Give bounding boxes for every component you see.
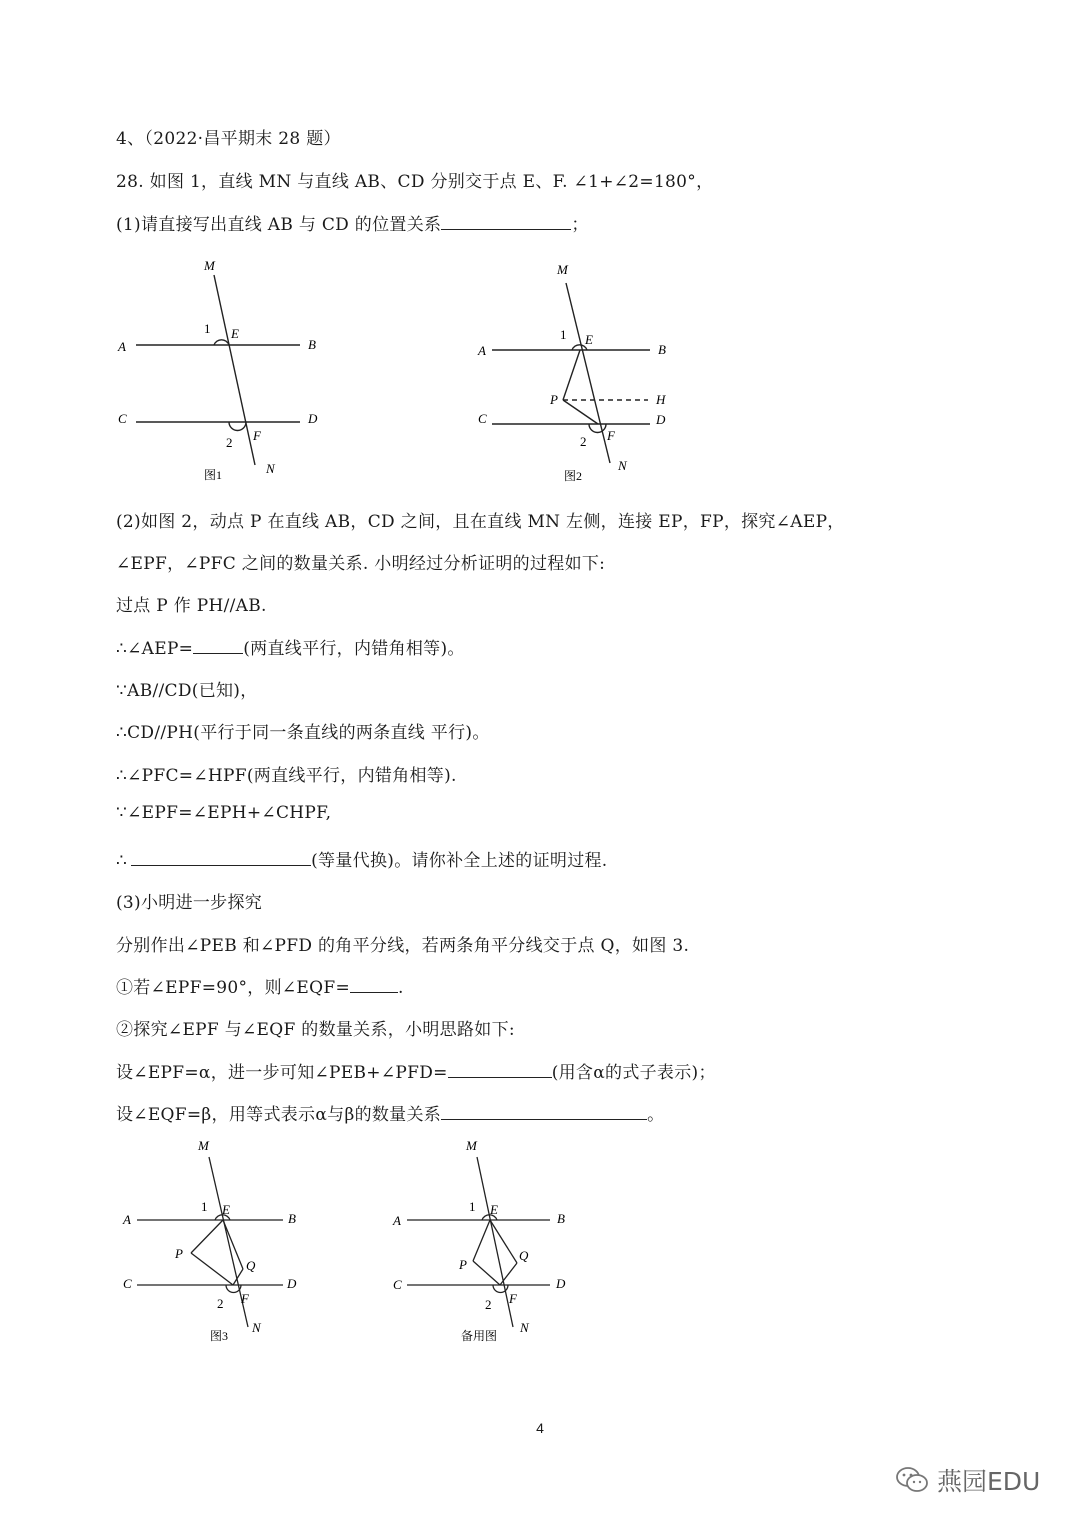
figure-3-caption: 图3 [210, 1329, 229, 1343]
figure-3 [115, 1135, 315, 1350]
question-header: 4、（2022·昌平期末 28 题） [116, 129, 341, 149]
label-d: D [656, 412, 666, 427]
watermark-text: 燕园EDU [937, 1467, 1041, 1496]
part-2-cont: ∠EPF，∠PFC 之间的数量关系. 小明经过分析证明的过程如下: [116, 554, 606, 574]
proof-step-7-therefore: ∴ [116, 851, 128, 871]
label-m: M [466, 1138, 477, 1153]
part-3-q2-b [116, 1100, 664, 1125]
label-1: 1 [560, 327, 567, 342]
label-m: M [557, 262, 568, 277]
answer-blank-4 [350, 978, 398, 993]
label-p: P [550, 392, 558, 407]
part-2: (2)如图 2，动点 P 在直线 AB，CD 之间，且在直线 MN 左侧，连接 EP，FP，探究∠AEP， [116, 512, 845, 532]
punct-period: . [398, 978, 404, 998]
answer-blank-1 [441, 215, 571, 230]
page-number: 4 [536, 1420, 544, 1436]
part-3-q1-text: ①若∠EPF=90°，则∠EQF= [116, 978, 350, 998]
segment-eq [490, 1220, 517, 1263]
label-f: F [241, 1291, 249, 1306]
answer-blank-5 [448, 1063, 552, 1078]
label-f: F [607, 428, 615, 443]
question-stem: 28. 如图 1，直线 MN 与直线 AB、CD 分别交于点 E、F. ∠1+∠2=180°， [116, 172, 714, 192]
part-3: (3)小明进一步探究 [116, 893, 263, 913]
part-1-text: (1)请直接写出直线 AB 与 CD 的位置关系 [116, 215, 442, 235]
label-b: B [288, 1211, 296, 1226]
angle-2-arc [589, 424, 606, 433]
figure-backup [385, 1135, 585, 1350]
label-n: N [266, 461, 275, 476]
figure-2-caption: 图2 [564, 469, 583, 483]
figure-1-caption: 图1 [204, 468, 223, 482]
label-c: C [393, 1277, 402, 1292]
proof-step-7 [116, 846, 608, 871]
segment-pf [563, 400, 598, 424]
proof-step-3: ∵AB//CD(已知)， [116, 681, 258, 701]
part-3-q2: ②探究∠EPF 与∠EQF 的数量关系，小明思路如下: [116, 1020, 515, 1040]
label-n: N [520, 1320, 529, 1335]
label-c: C [478, 411, 487, 426]
part-3-stem: 分别作出∠PEB 和∠PFD 的角平分线，若两条角平分线交于点 Q，如图 3. [116, 936, 690, 956]
segment-ep [191, 1220, 223, 1253]
label-e: E [585, 332, 593, 347]
punct-end-mark: 。 [647, 1105, 665, 1125]
wechat-icon [895, 1466, 929, 1494]
label-e: E [222, 1202, 230, 1217]
part-3-q2-b-text: 设∠EQF=β，用等式表示α与β的数量关系 [116, 1105, 442, 1125]
label-1: 1 [204, 321, 211, 336]
figure-1 [110, 255, 340, 485]
label-f: F [253, 428, 261, 443]
figure-backup-caption: 备用图 [461, 1329, 498, 1343]
answer-blank-3 [131, 851, 311, 866]
label-b: B [658, 342, 666, 357]
segment-ep [563, 350, 580, 400]
proof-step-2 [116, 634, 465, 659]
label-2: 2 [226, 435, 233, 450]
label-n: N [618, 458, 627, 473]
segment-ep [473, 1220, 490, 1261]
watermark [895, 1462, 1040, 1498]
label-1: 1 [201, 1199, 208, 1214]
part-1 [116, 210, 589, 235]
label-e: E [231, 326, 239, 341]
label-a: A [123, 1212, 131, 1227]
label-m: M [198, 1138, 209, 1153]
line-mn [477, 1157, 513, 1327]
part-3-q2-a-text: 设∠EPF=α，进一步可知∠PEB+∠PFD= [116, 1063, 448, 1083]
label-p: P [459, 1257, 467, 1272]
label-n: N [252, 1320, 261, 1335]
label-h: H [656, 392, 666, 407]
label-e: E [490, 1202, 498, 1217]
label-f: F [509, 1291, 517, 1306]
label-c: C [123, 1276, 132, 1291]
label-q: Q [519, 1248, 529, 1263]
segment-pf [191, 1253, 233, 1285]
label-2: 2 [580, 434, 587, 449]
proof-step-4: ∴CD//PH(平行于同一条直线的两条直线 平行)。 [116, 723, 490, 743]
segment-qf [500, 1263, 517, 1285]
label-m: M [204, 258, 215, 273]
proof-step-1: 过点 P 作 PH//AB. [116, 596, 267, 616]
line-mn [214, 275, 255, 465]
label-a: A [118, 339, 126, 354]
figure-2 [470, 258, 700, 488]
proof-step-5: ∴∠PFC=∠HPF(两直线平行，内错角相等). [116, 766, 457, 786]
label-c: C [118, 411, 127, 426]
angle-1-arc [214, 340, 229, 345]
label-2: 2 [485, 1297, 492, 1312]
part-3-q2-a [116, 1058, 716, 1083]
segment-pf [473, 1261, 500, 1285]
label-b: B [308, 337, 316, 352]
label-a: A [478, 343, 486, 358]
label-q: Q [246, 1258, 256, 1273]
answer-blank-2 [193, 639, 243, 654]
answer-blank-6 [441, 1105, 647, 1120]
label-d: D [308, 411, 318, 426]
label-d: D [556, 1276, 566, 1291]
part-3-q2-a-hint: (用含α的式子表示)； [551, 1063, 716, 1083]
label-b: B [557, 1211, 565, 1226]
label-1: 1 [469, 1199, 476, 1214]
proof-step-7-reason: (等量代换)。请你补全上述的证明过程. [311, 851, 608, 871]
part-3-q1 [116, 973, 404, 998]
label-2: 2 [217, 1296, 224, 1311]
proof-step-2-reason: (两直线平行，内错角相等)。 [243, 639, 465, 659]
proof-step-2-text: ∴∠AEP= [116, 639, 194, 659]
label-d: D [287, 1276, 297, 1291]
angle-2-arc [229, 422, 246, 431]
punct-semicolon: ； [571, 215, 589, 235]
label-a: A [393, 1213, 401, 1228]
proof-step-6: ∵∠EPF=∠EPH+∠CHPF, [116, 803, 332, 823]
label-p: P [175, 1246, 183, 1261]
